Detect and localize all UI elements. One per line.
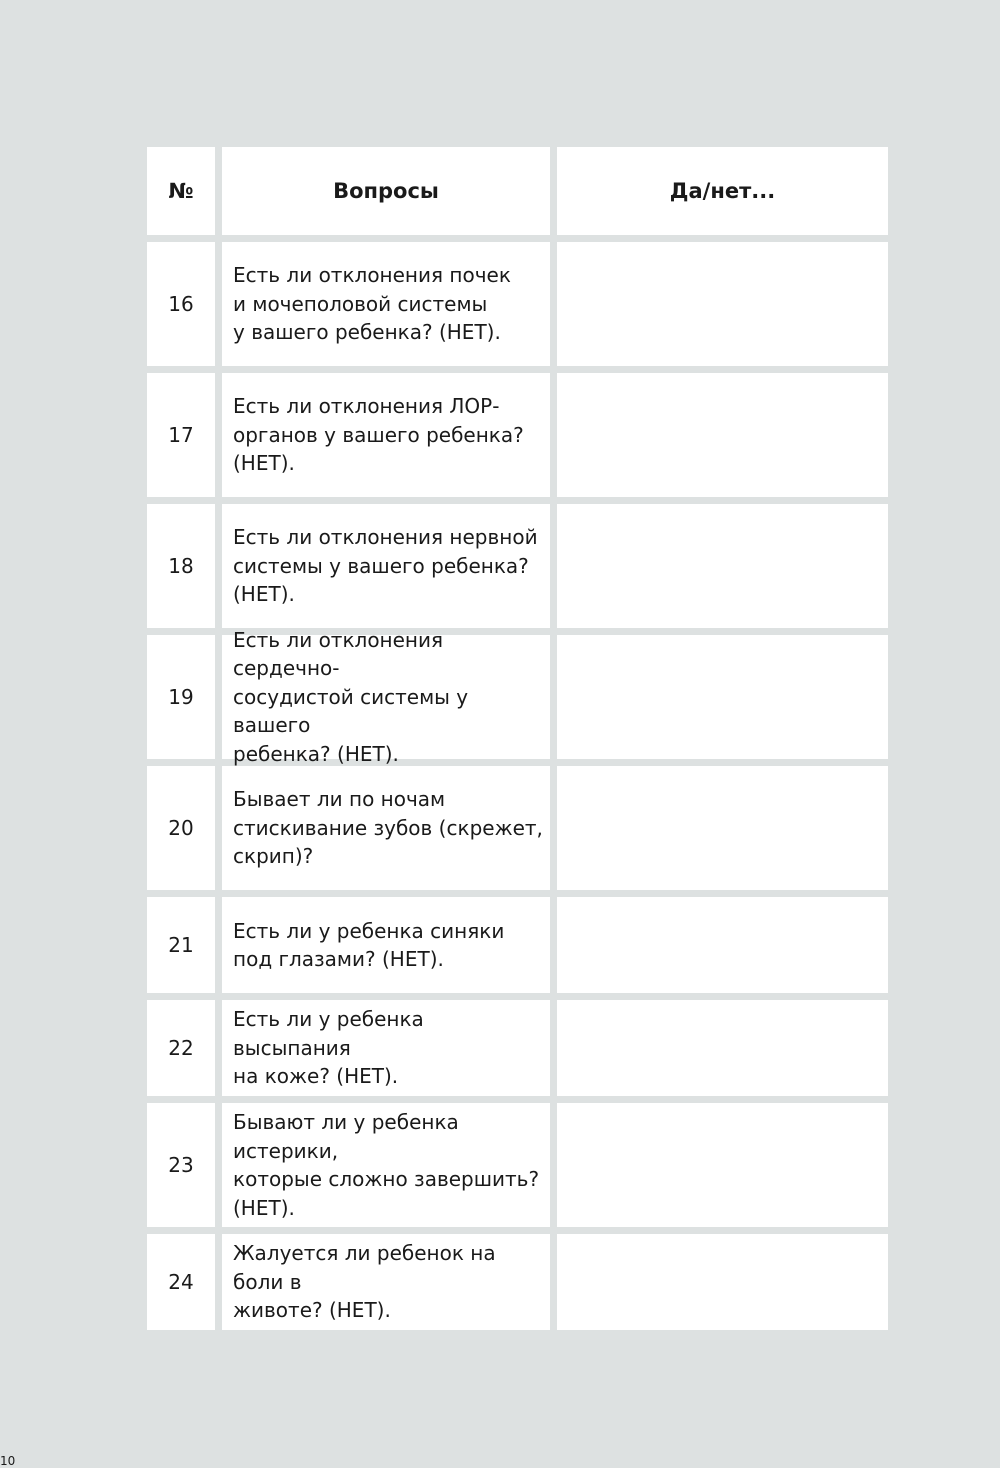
table-row [147, 373, 888, 497]
row-question: Есть ли отклонения почек и мочеполовой системы у вашего ребенка? (НЕТ). [222, 242, 550, 366]
row-answer-cell[interactable] [557, 242, 888, 366]
row-answer-cell[interactable] [557, 635, 888, 759]
row-number: 19 [147, 635, 215, 759]
row-number: 21 [147, 897, 215, 993]
row-number: 18 [147, 504, 215, 628]
row-question: Бывает ли по ночам стискивание зубов (скрежет, скрип)? [222, 766, 550, 890]
row-number: 23 [147, 1103, 215, 1227]
page-number: 10 [0, 1454, 16, 1468]
row-number: 20 [147, 766, 215, 890]
table-header-row [147, 147, 888, 235]
row-number: 16 [147, 242, 215, 366]
row-question: Есть ли отклонения нервной системы у вашего ребенка? (НЕТ). [222, 504, 550, 628]
row-number: 17 [147, 373, 215, 497]
row-answer-cell[interactable] [557, 1103, 888, 1227]
header-questions: Вопросы [222, 147, 550, 235]
row-question: Есть ли у ребенка синяки под глазами? (НЕТ). [222, 897, 550, 993]
row-answer-cell[interactable] [557, 373, 888, 497]
row-question: Есть ли у ребенка высыпания на коже? (НЕТ). [222, 1000, 550, 1096]
row-question: Есть ли отклонения ЛОР- органов у вашего ребенка? (НЕТ). [222, 373, 550, 497]
row-answer-cell[interactable] [557, 897, 888, 993]
header-yes-no: Да/нет... [557, 147, 888, 235]
row-answer-cell[interactable] [557, 1000, 888, 1096]
table-row [147, 897, 888, 993]
questionnaire-table [147, 147, 888, 1337]
table-row [147, 1234, 888, 1330]
row-answer-cell[interactable] [557, 1234, 888, 1330]
row-number: 24 [147, 1234, 215, 1330]
row-question: Есть ли отклонения сердечно- сосудистой системы у вашего ребенка? (НЕТ). [222, 635, 550, 759]
row-number: 22 [147, 1000, 215, 1096]
row-answer-cell[interactable] [557, 766, 888, 890]
table-row [147, 1000, 888, 1096]
table-row [147, 242, 888, 366]
header-number: № [147, 147, 215, 235]
table-row [147, 627, 888, 766]
row-question: Жалуется ли ребенок на боли в животе? (НЕТ). [222, 1234, 550, 1330]
table-row [147, 766, 888, 890]
table-row [147, 504, 888, 628]
row-question: Бывают ли у ребенка истерики, которые сложно завершить? (НЕТ). [222, 1103, 550, 1227]
table-row [147, 1103, 888, 1227]
row-answer-cell[interactable] [557, 504, 888, 628]
